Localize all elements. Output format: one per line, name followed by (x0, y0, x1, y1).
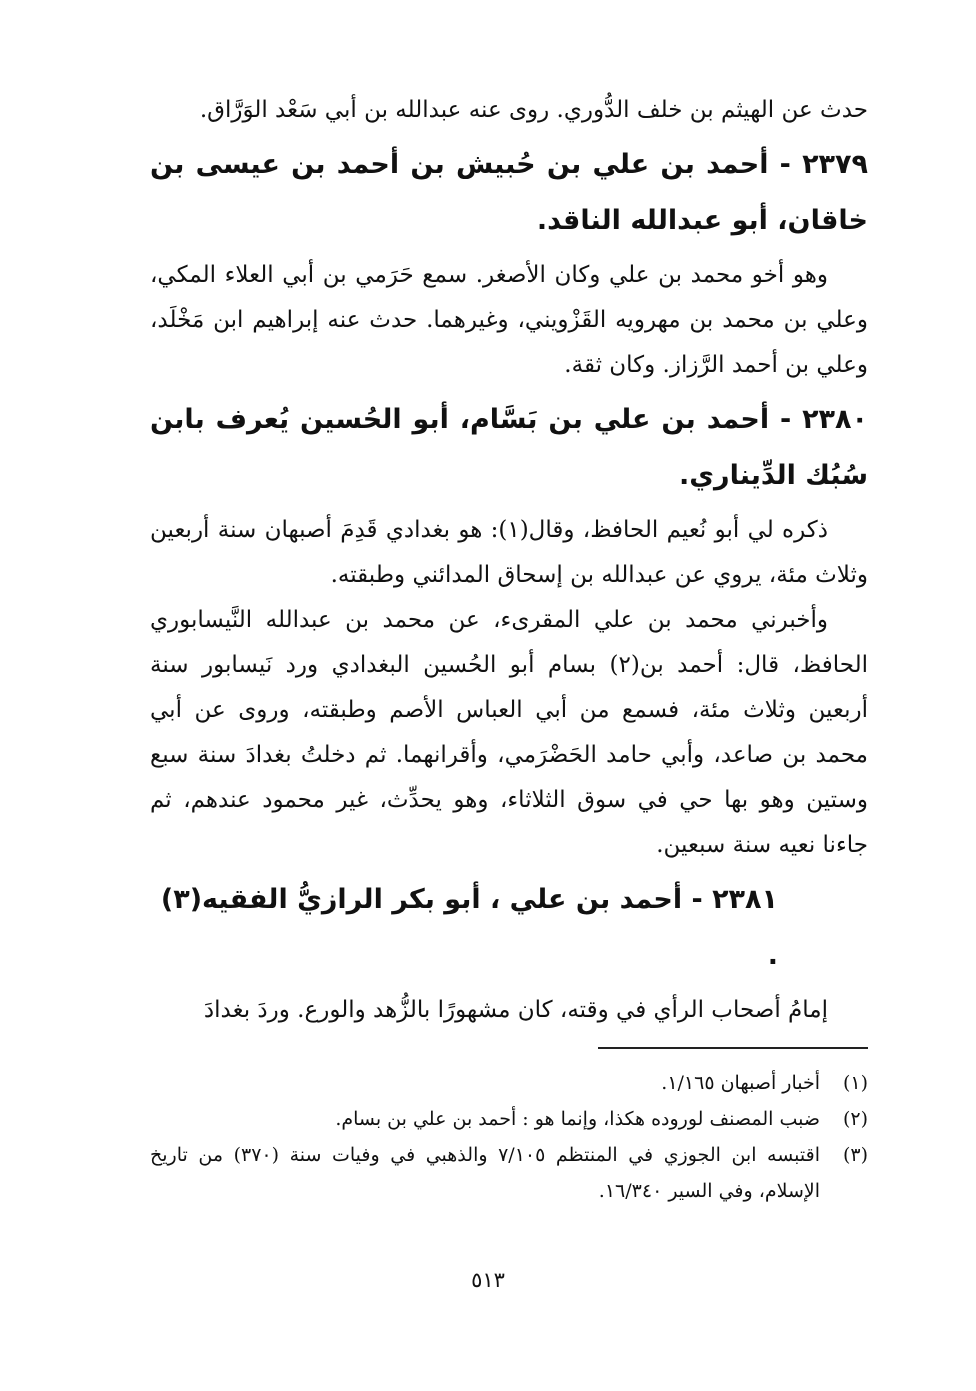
footnote-number: (٣) (842, 1144, 868, 1166)
page-body (150, 88, 868, 1209)
footnote-number: (١) (842, 1072, 868, 1094)
entry-heading-2381: ٢٣٨١ - أحمد بن علي ، أبو بكر الرازيُّ الفقيه(٣) . (160, 884, 778, 971)
footnote-divider (598, 1047, 868, 1049)
entry-body-2380-second: وأخبرني محمد بن علي المقرىء، عن محمد بن عبدالله النَّيسابوري الحافظ، قال: أحمد بن(٢) بسام أبو الحُسين البغدادي ورد نَيسابور سنة أربعين وثلاث مئة، فسمع من أبي العباس الأصم وطبقته، وروى عن أبي محمد بن صاعد، وأبي حامد الحَضْرَمي، وأقرانهما. ثم دخلتُ بغدادَ سنة سبع وستين وهو بها حي في سوق الثلاثاء، وهو يحدِّث، غير محمود عندهم، ثم جاءنا نعيه سنة سبعين. (150, 607, 868, 858)
footnote-text: أخبار أصبهان ١/١٦٥. (661, 1072, 820, 1094)
footnote (150, 1101, 868, 1137)
entry-body-2380-first: ذكره لي أبو نُعيم الحافظ، وقال(١): هو بغدادي قَدِمَ أصبهان سنة أربعين وثلاث مئة، يروي عن عبدالله بن إسحاق المدائني وطبقته. (150, 517, 868, 588)
footnote-text: اقتبسه ابن الجوزي في المنتظم ٧/١٠٥ والذهبي في وفيات سنة (٣٧٠) من تاريخ الإسلام، وفي السير ١٦/٣٤٠. (150, 1144, 821, 1202)
continued-paragraph: حدث عن الهيثم بن خلف الدُّوري. روى عنه عبدالله بن أبي سَعْد الوَرَّاق. (199, 97, 868, 123)
entry-body-2381: إمامُ أصحاب الرأي في وقته، كان مشهورًا بالزُّهد والورع. وردَ بغدادَ (203, 997, 828, 1023)
entry-heading-2379: ٢٣٧٩ - أحمد بن علي بن حُبيش بن أحمد بن عيسى بن خاقان، أبو عبدالله الناقد. (150, 149, 868, 236)
entry-heading-2380: ٢٣٨٠ - أحمد بن علي بن بَسَّام، أبو الحُسين يُعرف بابن سُبُك الدِّيناري. (150, 404, 868, 491)
page-number: ٥١٣ (471, 1268, 505, 1292)
footnote-text: ضبب المصنف لوروده هكذا، وإنما هو : أحمد بن علي بن بسام. (335, 1108, 820, 1130)
footnote (150, 1065, 868, 1101)
footnotes (150, 1065, 868, 1209)
footnote (150, 1137, 868, 1209)
footnote-number: (٢) (842, 1108, 868, 1130)
entry-body-2379: وهو أخو محمد بن علي وكان الأصغر. سمع حَرَمي بن أبي العلاء المكي، وعلي بن محمد بن مهرويه القَزْويني، وغيرهما. حدث عنه إبراهيم ابن مَخْلَد، وعلي بن أحمد الرَّزاز. وكان ثقة. (150, 262, 868, 378)
